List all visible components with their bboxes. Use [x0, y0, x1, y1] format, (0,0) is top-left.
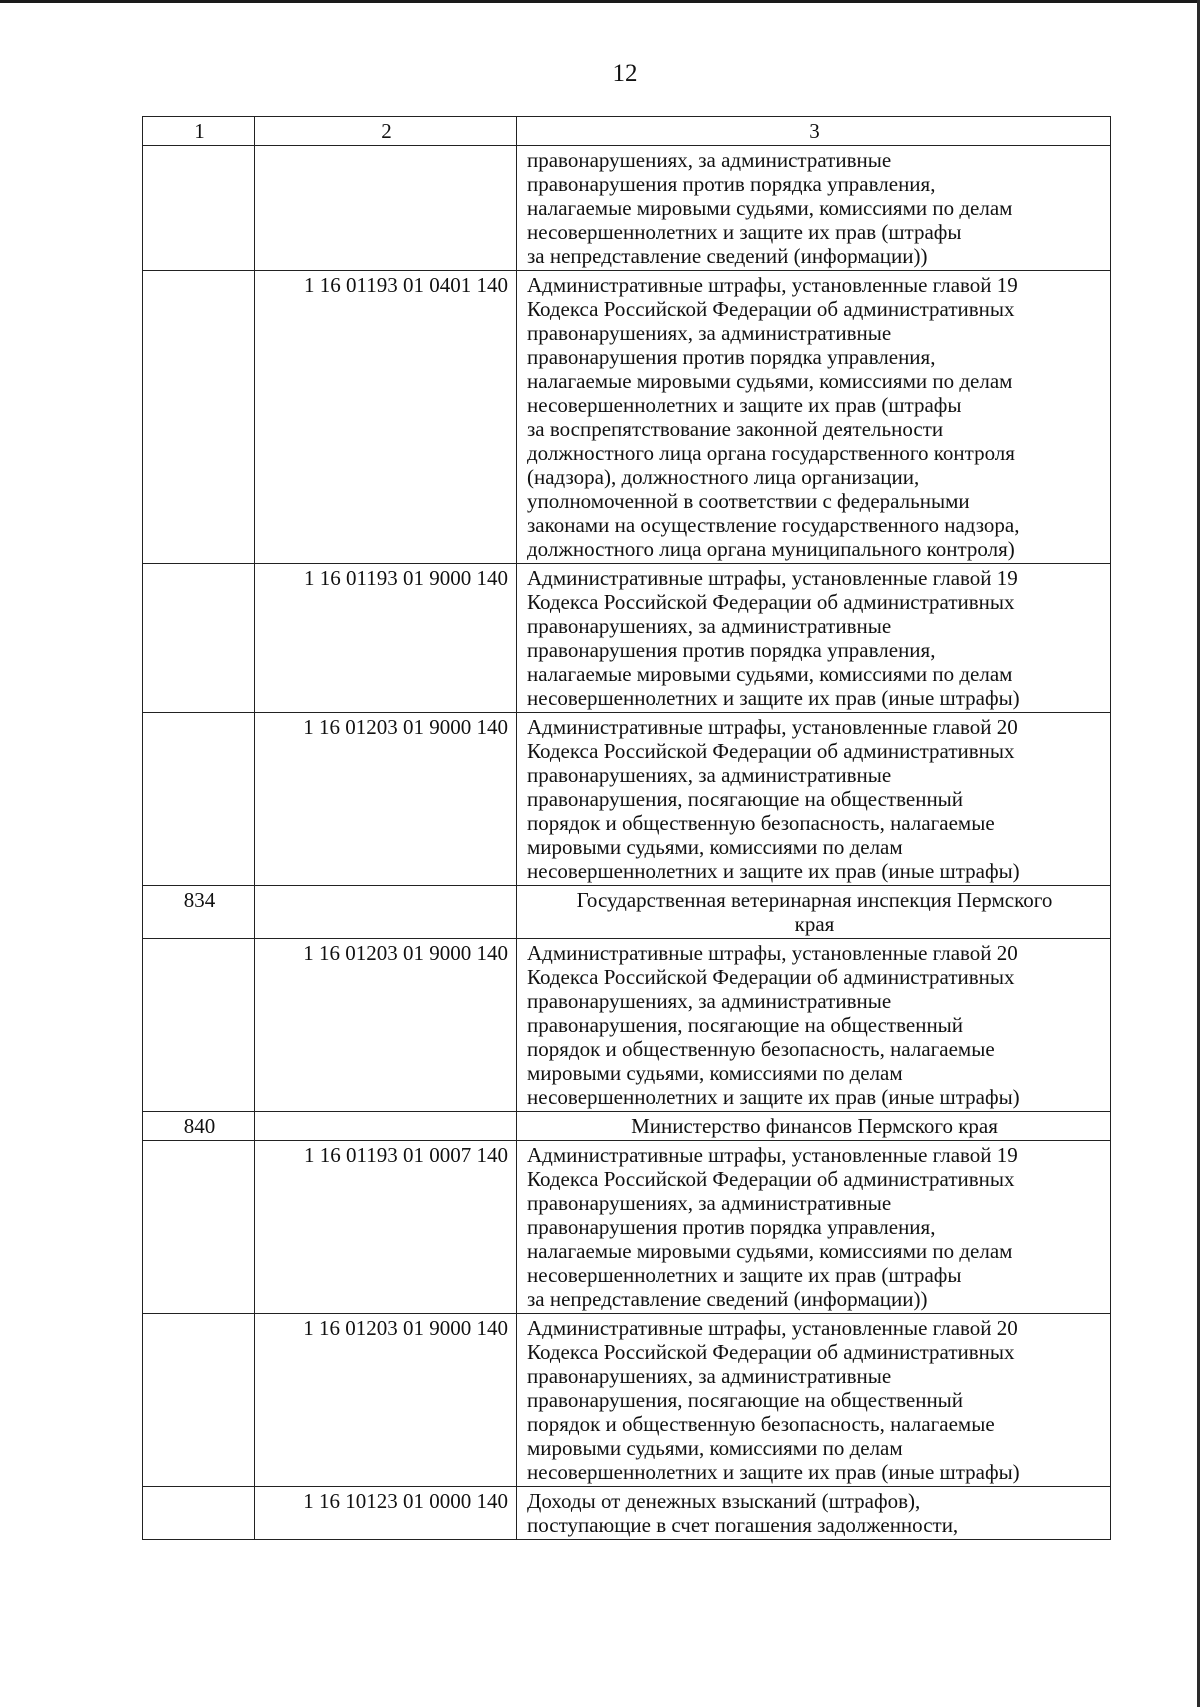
admin-code-cell: [143, 146, 255, 271]
scan-border-top: [0, 0, 1200, 3]
table-row: [143, 713, 1111, 886]
table-row: [143, 1314, 1111, 1487]
table-row: [143, 271, 1111, 564]
table-row: [143, 939, 1111, 1112]
description-cell: Административные штрафы, установленные главой 20 Кодекса Российской Федерации об административных правонарушениях, за административные правонарушения, посягающие на общественный порядок и общественную безопасность, налагаемые мировыми судьями, комиссиями по делам несовершеннолетних и защите их прав (иные штрафы): [517, 939, 1111, 1112]
description-cell: Административные штрафы, установленные главой 20 Кодекса Российской Федерации об административных правонарушениях, за административные правонарушения, посягающие на общественный порядок и общественную безопасность, налагаемые мировыми судьями, комиссиями по делам несовершеннолетних и защите их прав (иные штрафы): [517, 713, 1111, 886]
column-header-1: 1: [143, 117, 255, 146]
budget-classification-code-cell: 1 16 01203 01 9000 140: [255, 939, 517, 1112]
admin-code-cell: [143, 939, 255, 1112]
description-cell: Административные штрафы, установленные главой 19 Кодекса Российской Федерации об административных правонарушениях, за административные правонарушения против порядка управления, налагаемые мировыми судьями, комиссиями по делам несовершеннолетних и защите их прав (штрафы за непредставление сведений (информации)): [517, 1141, 1111, 1314]
column-header-2: 2: [255, 117, 517, 146]
budget-classification-code-cell: [255, 886, 517, 939]
admin-code-cell: [143, 564, 255, 713]
admin-code-cell: [143, 1487, 255, 1540]
table-row: [143, 146, 1111, 271]
description-cell: Государственная ветеринарная инспекция Пермского края: [517, 886, 1111, 939]
budget-classification-code-cell: 1 16 10123 01 0000 140: [255, 1487, 517, 1540]
table-row: [143, 1112, 1111, 1141]
description-cell: Доходы от денежных взысканий (штрафов), поступающие в счет погашения задолженности,: [517, 1487, 1111, 1540]
budget-classification-code-cell: [255, 1112, 517, 1141]
budget-classification-code-cell: 1 16 01193 01 0007 140: [255, 1141, 517, 1314]
column-header-3: 3: [517, 117, 1111, 146]
admin-code-cell: [143, 713, 255, 886]
budget-classification-code-cell: [255, 146, 517, 271]
table-header-row: [143, 117, 1111, 146]
admin-code-cell: [143, 1141, 255, 1314]
table-row: [143, 1141, 1111, 1314]
table-row: [143, 1487, 1111, 1540]
budget-classification-code-cell: 1 16 01193 01 9000 140: [255, 564, 517, 713]
description-cell: Административные штрафы, установленные главой 19 Кодекса Российской Федерации об административных правонарушениях, за административные правонарушения против порядка управления, налагаемые мировыми судьями, комиссиями по делам несовершеннолетних и защите их прав (иные штрафы): [517, 564, 1111, 713]
description-cell: правонарушениях, за административные правонарушения против порядка управления, налагаемые мировыми судьями, комиссиями по делам несовершеннолетних и защите их прав (штрафы за непредставление сведений (информации)): [517, 146, 1111, 271]
admin-code-cell: [143, 271, 255, 564]
budget-classification-code-cell: 1 16 01203 01 9000 140: [255, 1314, 517, 1487]
table-row: [143, 564, 1111, 713]
budget-classification-code-cell: 1 16 01193 01 0401 140: [255, 271, 517, 564]
budget-codes-table: [142, 116, 1111, 1540]
description-cell: Административные штрафы, установленные главой 20 Кодекса Российской Федерации об административных правонарушениях, за административные правонарушения, посягающие на общественный порядок и общественную безопасность, налагаемые мировыми судьями, комиссиями по делам несовершеннолетних и защите их прав (иные штрафы): [517, 1314, 1111, 1487]
description-cell: Министерство финансов Пермского края: [517, 1112, 1111, 1141]
page-number: 12: [612, 60, 638, 87]
table-body: [143, 117, 1111, 1540]
table-row: [143, 886, 1111, 939]
admin-code-cell: [143, 1314, 255, 1487]
description-cell: Административные штрафы, установленные главой 19 Кодекса Российской Федерации об административных правонарушениях, за административные правонарушения против порядка управления, налагаемые мировыми судьями, комиссиями по делам несовершеннолетних и защите их прав (штрафы за воспрепятствование законной деятельности должностного лица органа государственного контроля (надзора), должностного лица организации, уполномоченной в соответствии с федеральными законами на осуществление государственного надзора, должностного лица органа муниципального контроля): [517, 271, 1111, 564]
admin-code-cell: 834: [143, 886, 255, 939]
admin-code-cell: 840: [143, 1112, 255, 1141]
budget-classification-code-cell: 1 16 01203 01 9000 140: [255, 713, 517, 886]
